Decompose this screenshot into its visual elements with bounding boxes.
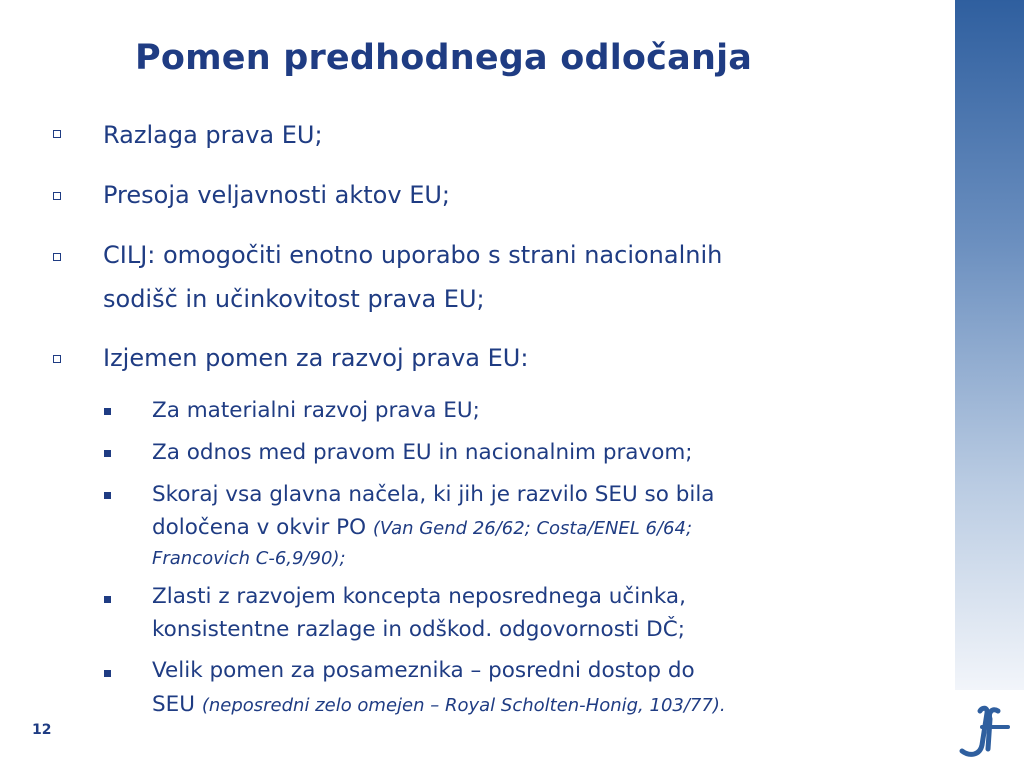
- subbullet-item-line: konsistentne razlage in odškod. odgovornosti DČ;: [152, 617, 685, 642]
- decorative-side-band: [955, 0, 1024, 690]
- filled-square-bullet-icon: [104, 450, 111, 457]
- case-citation: Francovich C-6,9/90);: [152, 548, 346, 569]
- page-number: 12: [32, 722, 52, 738]
- bullet-item: Izjemen pomen za razvoj prava EU:: [103, 344, 529, 372]
- bullet-item: Presoja veljavnosti aktov EU;: [103, 181, 451, 209]
- subbullet-item-line: [152, 513, 692, 544]
- subbullet-item: Za materialni razvoj prava EU;: [152, 398, 480, 423]
- slide-title: Pomen predhodnega odločanja: [135, 38, 753, 78]
- hollow-square-bullet-icon: [53, 355, 61, 363]
- hollow-square-bullet-icon: [53, 192, 61, 200]
- case-citation: (neposredni zelo omejen – Royal Scholten-Honig, 103/77).: [201, 695, 726, 716]
- filled-square-bullet-icon: [104, 408, 111, 415]
- subbullet-item-line: [152, 690, 726, 721]
- bullet-item: Razlaga prava EU;: [103, 121, 323, 149]
- subbullet-item-line: Skoraj vsa glavna načela, ki jih je razvilo SEU so bila: [152, 482, 715, 507]
- bullet-item-line: sodišč in učinkovitost prava EU;: [103, 285, 485, 313]
- subbullet-item: Za odnos med pravom EU in nacionalnim pravom;: [152, 440, 693, 465]
- subbullet-item-line: Zlasti z razvojem koncepta neposrednega učinka,: [152, 584, 686, 609]
- jf-logo-icon: [958, 705, 1014, 759]
- hollow-square-bullet-icon: [53, 253, 61, 261]
- subbullet-text: SEU: [152, 692, 195, 717]
- subbullet-text: določena v okvir PO: [152, 515, 367, 540]
- case-citation: (Van Gend 26/62; Costa/ENEL 6/64;: [372, 518, 693, 539]
- hollow-square-bullet-icon: [53, 130, 61, 138]
- filled-square-bullet-icon: [104, 492, 111, 499]
- bullet-item-line: CILJ: omogočiti enotno uporabo s strani nacionalnih: [103, 241, 723, 269]
- filled-square-bullet-icon: [104, 596, 111, 603]
- subbullet-item-line: Velik pomen za posameznika – posredni dostop do: [152, 658, 695, 683]
- filled-square-bullet-icon: [104, 670, 111, 677]
